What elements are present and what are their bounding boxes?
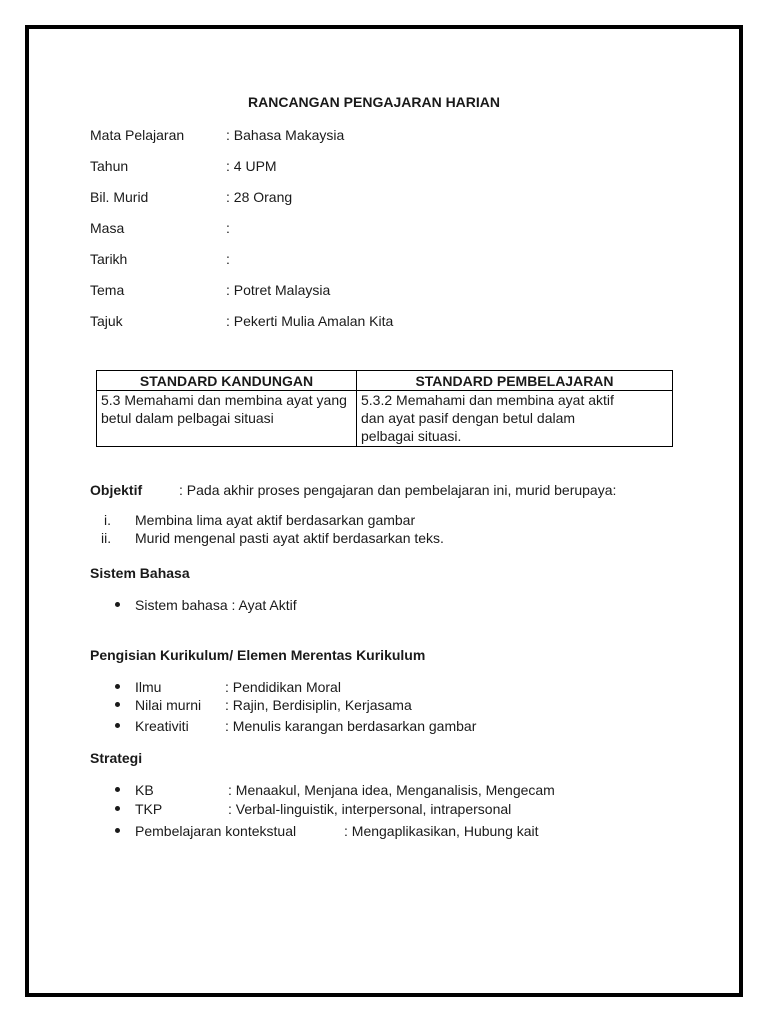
table-header-row [97, 371, 673, 391]
pembelajaran-line: 5.3.2 Memahami dan membina ayat aktif [361, 392, 614, 408]
info-label-tajuk: Tajuk [90, 313, 123, 329]
pengisian-item-label: Kreativiti [135, 718, 189, 734]
pembelajaran-line: pelbagai situasi. [361, 428, 462, 444]
bullet-icon [115, 602, 120, 607]
header-standard-pembelajaran: STANDARD PEMBELAJARAN [357, 371, 673, 391]
pengisian-heading: Pengisian Kurikulum/ Elemen Merentas Kurikulum [90, 647, 426, 663]
pengisian-item-value: : Pendidikan Moral [225, 679, 341, 695]
document-title: RANCANGAN PENGAJARAN HARIAN [248, 94, 501, 110]
info-label-masa: Masa [90, 220, 125, 236]
table-row [97, 391, 673, 447]
objektif-item-text: Membina lima ayat aktif berdasarkan gambar [135, 512, 416, 528]
kandungan-line: 5.3 Memahami dan membina ayat yang [101, 392, 347, 408]
standards-table [96, 370, 673, 447]
objektif-item-text: Murid mengenal pasti ayat aktif berdasarkan teks. [135, 530, 444, 546]
strategi-item-label: TKP [135, 801, 163, 817]
info-value-tema: : Potret Malaysia [226, 282, 331, 298]
info-label-bil-murid: Bil. Murid [90, 189, 149, 205]
info-value-tahun: : 4 UPM [226, 158, 277, 174]
sistem-bahasa-heading: Sistem Bahasa [90, 565, 190, 581]
info-value-tajuk: : Pekerti Mulia Amalan Kita [226, 313, 394, 329]
info-value-masa: : [226, 220, 230, 236]
bullet-icon [115, 684, 120, 689]
pembelajaran-line: dan ayat pasif dengan betul dalam [361, 410, 576, 426]
objektif-item-number: i. [104, 512, 111, 528]
strategi-heading: Strategi [90, 750, 143, 766]
strategi-item-label: KB [135, 782, 154, 798]
pengisian-item-value: : Rajin, Berdisiplin, Kerjasama [225, 697, 412, 713]
kandungan-line: betul dalam pelbagai situasi [101, 410, 274, 426]
info-label-tarikh: Tarikh [90, 251, 128, 267]
info-value-bil-murid: : 28 Orang [226, 189, 293, 205]
strategi-item-label: Pembelajaran kontekstual [135, 823, 297, 839]
bullet-icon [115, 702, 120, 707]
info-value-tarikh: : [226, 251, 230, 267]
pengisian-item-label: Nilai murni [135, 697, 202, 713]
cell-standard-kandungan [97, 391, 357, 447]
bullet-icon [115, 723, 120, 728]
objektif-text: : Pada akhir proses pengajaran dan pembelajaran ini, murid berupaya: [179, 482, 617, 498]
cell-standard-pembelajaran [357, 391, 673, 447]
pengisian-item-value: : Menulis karangan berdasarkan gambar [225, 718, 477, 734]
strategi-item-value: : Verbal-linguistik, interpersonal, intrapersonal [228, 801, 512, 817]
bullet-icon [115, 787, 120, 792]
strategi-item-value: : Mengaplikasikan, Hubung kait [344, 823, 539, 839]
sistem-bahasa-item: Sistem bahasa : Ayat Aktif [135, 597, 297, 613]
info-label-tema: Tema [90, 282, 125, 298]
bullet-icon [115, 828, 120, 833]
objektif-item-number: ii. [101, 530, 112, 546]
objektif-label: Objektif [90, 482, 143, 498]
info-label-mata-pelajaran: Mata Pelajaran [90, 127, 185, 143]
bullet-icon [115, 806, 120, 811]
strategi-item-value: : Menaakul, Menjana idea, Menganalisis, Mengecam [228, 782, 555, 798]
info-label-tahun: Tahun [90, 158, 129, 174]
header-standard-kandungan: STANDARD KANDUNGAN [97, 371, 357, 391]
pengisian-item-label: Ilmu [135, 679, 162, 695]
info-value-mata-pelajaran: : Bahasa Makaysia [226, 127, 345, 143]
